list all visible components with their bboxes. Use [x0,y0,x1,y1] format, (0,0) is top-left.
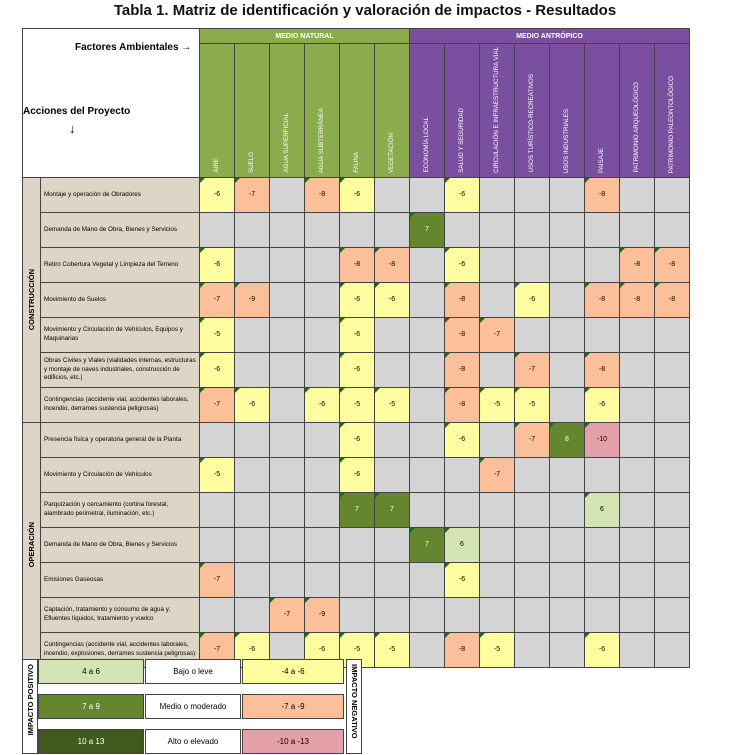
legend-negative-high: -10 a -13 [242,729,344,754]
table-row [23,387,690,422]
impact-cell [550,212,585,247]
column-header [235,44,270,178]
impact-cell: -7 [480,317,515,352]
table-row [23,457,690,492]
legend-negative-low: -4 a -6 [242,659,344,684]
impact-cell [585,247,620,282]
impact-cell [585,317,620,352]
impact-cell [375,352,410,387]
impact-cell: -8 [585,282,620,317]
impact-cell [620,352,655,387]
impact-cell [655,387,690,422]
table-row [23,177,690,212]
legend-negative-mid: -7 a -9 [242,694,344,719]
impact-cell: -6 [375,282,410,317]
column-header-label: AGUA SUBTERRÁNEA [318,107,326,173]
impact-cell [620,492,655,527]
impact-cell: -6 [340,422,375,457]
impact-cell: -9 [235,282,270,317]
legend-negative-side [346,659,362,754]
impact-cell: -6 [235,387,270,422]
action-label: Contingencias (accidente vial, accidentes laborales, incendio, derrames sustencia peligrosas) [41,387,200,422]
impact-cell: 7 [375,492,410,527]
action-label: Movimiento de Suelos [41,282,200,317]
impact-cell: -7 [235,177,270,212]
impact-cell [305,457,340,492]
impact-cell [550,492,585,527]
impact-cell [655,597,690,632]
impact-cell [550,352,585,387]
column-header-label: PATRIMONIO ARQUEOLÓGICO [633,82,641,173]
impact-cell [515,247,550,282]
impact-cell [550,597,585,632]
impact-cell [235,212,270,247]
impact-cell [480,352,515,387]
impact-cell [480,212,515,247]
impact-cell [410,492,445,527]
impact-cell [410,632,445,667]
impact-cell [340,597,375,632]
legend-level-low: Bajo o leve [145,659,241,684]
impact-cell: -8 [620,282,655,317]
impact-cell: -5 [200,457,235,492]
impact-cell [305,562,340,597]
impact-cell [655,457,690,492]
impact-cell [235,457,270,492]
table-row [23,282,690,317]
impact-cell [235,527,270,562]
impact-cell [480,527,515,562]
group-natural: MEDIO NATURAL [200,29,410,44]
column-header-label: AIRE [213,158,221,173]
action-label: Contingencias (accidente vial, accidentes laborales, incendio, explosiones, derrames sustencia peligrosas) [41,632,200,667]
impact-cell [305,247,340,282]
impact-cell [620,177,655,212]
impact-cell: 8 [550,422,585,457]
column-header [200,44,235,178]
factors-label: Factores Ambientales → [75,42,192,53]
impact-cell [410,422,445,457]
impact-cell: -7 [515,352,550,387]
impact-cell [235,317,270,352]
table-row [23,527,690,562]
impact-cell [480,177,515,212]
impact-cell [585,562,620,597]
legend-positive-high: 10 a 13 [38,729,144,754]
column-header [515,44,550,178]
table-row [23,212,690,247]
impact-cell [410,387,445,422]
column-header-label: FAUNA [353,152,361,173]
column-header-label: USOS INDUSTRIALES [563,108,571,173]
impact-cell [340,527,375,562]
page-title: Tabla 1. Matriz de identificación y valoración de impactos - Resultados [113,2,617,19]
impact-cell: -8 [445,387,480,422]
impact-cell: -6 [340,282,375,317]
impact-cell [270,387,305,422]
impact-cell [375,317,410,352]
impact-cell [375,212,410,247]
impact-cell [550,457,585,492]
impact-cell [375,527,410,562]
impact-cell [270,247,305,282]
column-header-label: USOS TURÍSTICO-RECREATIVOS [528,74,536,173]
column-header [375,44,410,178]
action-label: Montaje y operación de Obradores [41,177,200,212]
impact-cell [620,212,655,247]
impact-cell [655,352,690,387]
impact-cell [200,597,235,632]
table-row [23,247,690,282]
impact-cell [655,422,690,457]
action-label: Presencia física y operatoria general de la Planta [41,422,200,457]
impact-cell: -6 [340,177,375,212]
impact-cell [585,212,620,247]
impact-cell [410,247,445,282]
table-row [23,422,690,457]
impact-cell [515,597,550,632]
impact-cell [235,352,270,387]
impact-cell [655,212,690,247]
impact-cell: -6 [585,387,620,422]
table-row [23,492,690,527]
phase-name: CONSTRUCCIÓN [27,269,36,331]
impact-cell [305,212,340,247]
impact-cell [480,422,515,457]
impact-cell [550,387,585,422]
impact-cell [305,527,340,562]
impact-cell [620,387,655,422]
impact-cell: -8 [445,282,480,317]
column-header [620,44,655,178]
impact-cell [515,212,550,247]
column-header [585,44,620,178]
column-header [480,44,515,178]
action-label: Demanda de Mano de Obra, Bienes y Servicios [41,212,200,247]
legend-negative-title: IMPACTO NEGATIVO [350,664,359,739]
impact-cell: 6 [445,527,480,562]
column-header-label: PAISAJE [598,147,606,173]
impact-cell [655,562,690,597]
impact-cell [655,317,690,352]
impact-cell [270,527,305,562]
impact-cell [445,492,480,527]
legend-positive-side [22,659,38,754]
impact-cell: -7 [515,422,550,457]
impact-cell [515,492,550,527]
impact-cell [200,422,235,457]
impact-cell: -6 [340,352,375,387]
impact-cell: 7 [410,527,445,562]
column-header [655,44,690,178]
impact-cell [585,527,620,562]
impact-cell: -8 [305,177,340,212]
column-header [340,44,375,178]
impact-cell [305,352,340,387]
impact-cell [480,562,515,597]
table-row [23,562,690,597]
impact-cell [305,492,340,527]
impact-cell [270,212,305,247]
impact-cell: -6 [200,247,235,282]
impact-cell: -8 [655,282,690,317]
impact-cell [480,282,515,317]
impact-cell: -5 [200,317,235,352]
impact-cell [270,352,305,387]
impact-cell [655,527,690,562]
impact-cell [620,527,655,562]
impact-cell [445,212,480,247]
impact-cell: -8 [445,632,480,667]
column-header-label: ECONOMÍA LOCAL [423,117,431,173]
impact-cell [235,562,270,597]
action-label: Movimiento y Circulación de Vehículos, Equipos y Maquinarias [41,317,200,352]
impact-cell [270,317,305,352]
down-arrow-icon: ↓ [69,121,76,136]
impact-cell: -7 [270,597,305,632]
impact-cell [480,492,515,527]
impact-cell [550,177,585,212]
impact-cell [515,562,550,597]
impact-cell: -8 [375,247,410,282]
impact-cell [550,317,585,352]
impact-cell: -8 [655,247,690,282]
column-header-label: SUELO [248,151,256,173]
impact-cell [235,492,270,527]
impact-cell [550,562,585,597]
impact-cell [375,597,410,632]
impact-cell: -7 [200,632,235,667]
impact-cell [445,457,480,492]
impact-cell: -6 [515,282,550,317]
column-header-label: CIRCULACIÓN E INFRAESTRUCTURA VIAL [493,47,501,173]
column-header [445,44,480,178]
impact-cell [410,562,445,597]
impact-cell [200,492,235,527]
impact-cell: -6 [200,352,235,387]
impact-cell [550,527,585,562]
impact-cell [655,632,690,667]
impact-cell [235,247,270,282]
impact-cell [480,597,515,632]
column-header [270,44,305,178]
table-row [23,597,690,632]
impact-cell: -6 [235,632,270,667]
impact-cell [550,282,585,317]
impact-cell [550,632,585,667]
action-label: Emisiones Gaseosas [41,562,200,597]
impact-cell [270,282,305,317]
phase-name: OPERACIÓN [27,522,36,568]
column-header-label: PATRIMONIO PALEONTOLÓGICO [668,75,676,173]
impact-cell [235,597,270,632]
phase-label [23,177,41,422]
impact-cell: -7 [200,387,235,422]
impact-cell: -5 [340,387,375,422]
impact-cell: -8 [585,177,620,212]
impact-cell: -6 [445,562,480,597]
impact-cell: -6 [585,632,620,667]
impact-cell [305,317,340,352]
matrix-corner [23,29,200,178]
impact-cell: -8 [585,352,620,387]
action-label: Captación, tratamiento y consumo de agua y; Efluentes líquidos, tratamiento y vuelco [41,597,200,632]
impact-cell [270,177,305,212]
column-header-label: VEGETACIÓN [388,132,396,173]
impact-cell [445,597,480,632]
impact-cell [620,562,655,597]
legend-positive-title: IMPACTO POSITIVO [26,664,35,736]
impact-cell [270,492,305,527]
legend-positive-low: 4 a 6 [38,659,144,684]
impact-cell: -9 [305,597,340,632]
impact-cell [515,317,550,352]
impact-cell [375,562,410,597]
impact-cell: -8 [445,317,480,352]
impact-cell: -5 [515,387,550,422]
column-header [305,44,340,178]
impact-cell: -7 [480,457,515,492]
column-header [550,44,585,178]
impact-cell [375,422,410,457]
action-label: Parquización y cercamiento (cortina forestal, alambrado perimetral, iluminación, etc.) [41,492,200,527]
column-header-label: AGUA SUPERFICIAL [283,113,291,173]
impact-cell [620,317,655,352]
impact-cell [270,422,305,457]
impact-cell [375,177,410,212]
impact-cell [305,282,340,317]
legend-level-high: Alto o elevado [145,729,241,754]
impact-cell [655,177,690,212]
impact-cell [410,352,445,387]
impact-cell [480,247,515,282]
impact-cell [410,177,445,212]
impact-cell [620,632,655,667]
impact-cell: -6 [445,177,480,212]
impact-cell: -7 [200,562,235,597]
column-header-label: SALUD Y SEGURIDAD [458,108,466,173]
impact-cell: -6 [200,177,235,212]
legend-level-mid: Medio o moderado [145,694,241,719]
impact-cell [200,212,235,247]
impact-cell: -8 [445,352,480,387]
impact-cell [515,527,550,562]
impact-cell: -5 [375,387,410,422]
action-label: Obras Civiles y Viales (vialidades internas, estructuras y montaje de naves industriales, construcción de edificios, etc.) [41,352,200,387]
impact-cell: -5 [375,632,410,667]
impact-cell [270,457,305,492]
impact-cell: -6 [305,387,340,422]
impact-cell: -6 [340,317,375,352]
impact-cell [235,422,270,457]
impact-cell [305,422,340,457]
impact-cell [515,457,550,492]
impact-cell [410,457,445,492]
impact-cell: -6 [445,247,480,282]
impact-cell: -5 [480,387,515,422]
action-label: Movimiento y Circulación de Vehículos [41,457,200,492]
impact-cell [200,527,235,562]
impact-cell: -8 [340,247,375,282]
impact-cell [550,247,585,282]
impact-cell [515,177,550,212]
impact-cell [410,317,445,352]
impact-cell [585,457,620,492]
impact-cell: 7 [340,492,375,527]
group-antropic: MEDIO ANTRÓPICO [410,29,690,44]
impact-cell [340,562,375,597]
impact-cell: -6 [305,632,340,667]
table-row [23,317,690,352]
legend-positive-mid: 7 a 9 [38,694,144,719]
impact-cell [585,597,620,632]
actions-label: Acciones del Proyecto [23,106,131,117]
impact-cell: 7 [410,212,445,247]
impact-cell [410,282,445,317]
phase-label [23,422,41,667]
impact-cell [270,562,305,597]
impact-matrix [22,28,690,668]
impact-cell [620,597,655,632]
action-label: Retiro Cobertura Vegetal y Limpieza del Terreno [41,247,200,282]
column-header [410,44,445,178]
impact-cell: -6 [340,457,375,492]
table-row [23,352,690,387]
impact-cell [515,632,550,667]
impact-cell: -8 [620,247,655,282]
impact-cell [375,457,410,492]
impact-cell [655,492,690,527]
impact-cell: -7 [200,282,235,317]
impact-cell [410,597,445,632]
impact-cell [620,422,655,457]
impact-cell [340,212,375,247]
impact-cell: -6 [445,422,480,457]
impact-cell: -5 [480,632,515,667]
impact-cell: -10 [585,422,620,457]
impact-cell [620,457,655,492]
action-label: Demanda de Mano de Obra, Bienes y Servicios [41,527,200,562]
impact-cell: 6 [585,492,620,527]
impact-cell: -5 [340,632,375,667]
